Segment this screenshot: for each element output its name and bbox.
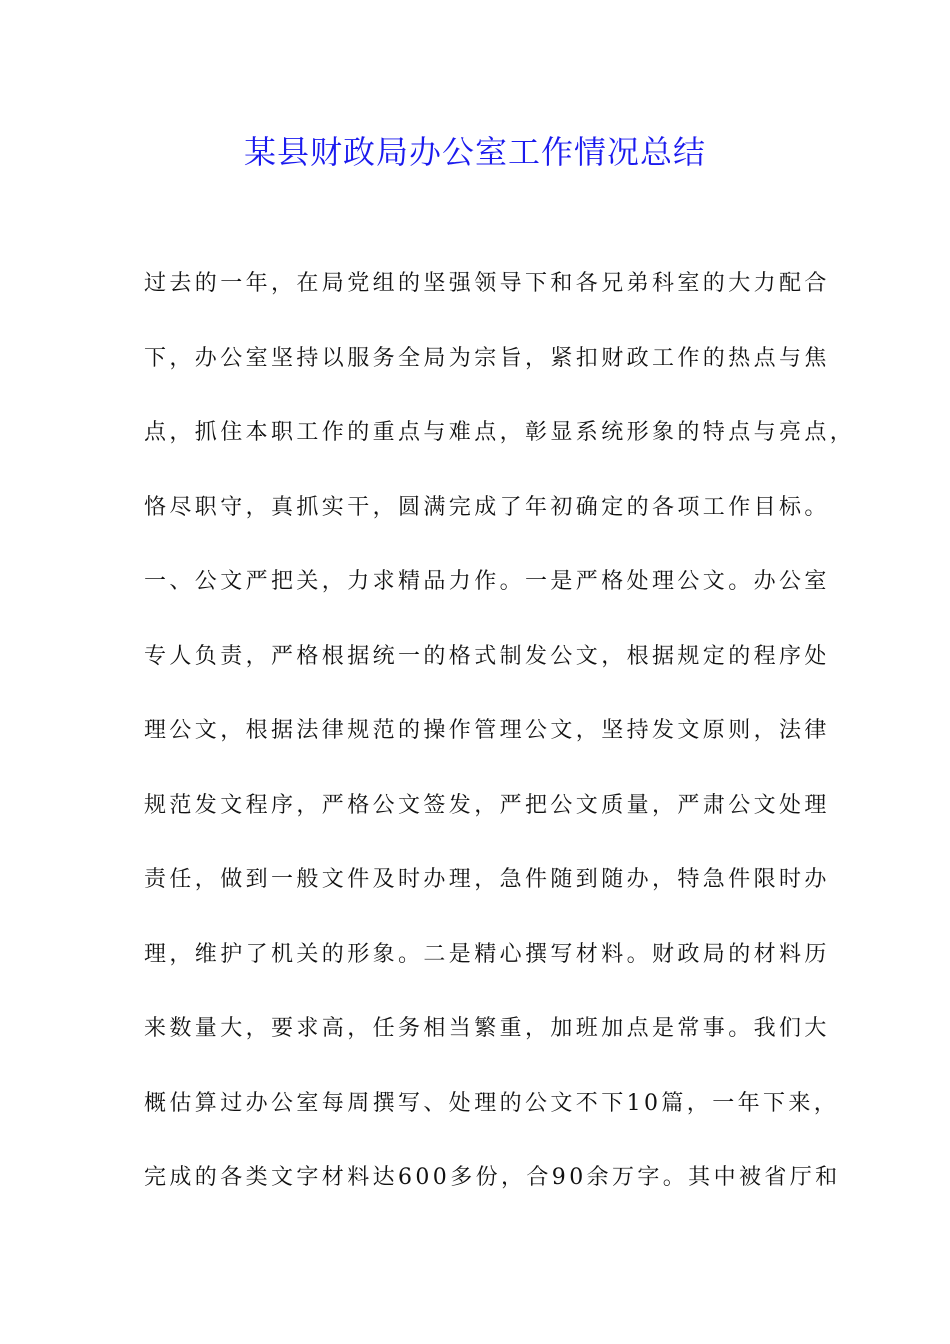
- body-line: 来数量大，要求高，任务相当繁重，加班加点是常事。我们大: [144, 1016, 830, 1041]
- body-line: 规范发文程序，严格公文签发，严把公文质量，严肃公文处理: [144, 792, 830, 818]
- body-line: 理，维护了机关的形象。二是精心撰写材料。财政局的材料历: [144, 941, 830, 967]
- document-title: 某县财政局办公室工作情况总结: [243, 133, 706, 171]
- body-line: 点，抓住本职工作的重点与难点，彰显系统形象的特点与亮点，: [144, 420, 856, 445]
- body-line: 下，办公室坚持以服务全局为宗旨，紧扣财政工作的热点与焦: [144, 345, 830, 371]
- body-line: 专人负责，严格根据统一的格式制发公文，根据规定的程序处: [144, 643, 830, 669]
- body-line: 一、公文严把关，力求精品力作。一是严格处理公文。办公室: [144, 569, 830, 594]
- body-line: 理公文，根据法律规范的操作管理公文，坚持发文原则，法律: [144, 718, 830, 743]
- body-line: 责任，做到一般文件及时办理，急件随到随办，特急件限时办: [144, 867, 830, 892]
- body-line: 过去的一年，在局党组的坚强领导下和各兄弟科室的大力配合: [144, 271, 830, 296]
- body-line: 概估算过办公室每周撰写、处理的公文不下10篇，一年下来，: [144, 1090, 840, 1116]
- body-line: 恪尽职守，真抓实干，圆满完成了年初确定的各项工作目标。: [144, 494, 830, 520]
- document-body: [144, 264, 856, 1233]
- body-line: 完成的各类文字材料达600多份，合90余万字。其中被省厅和: [144, 1165, 841, 1190]
